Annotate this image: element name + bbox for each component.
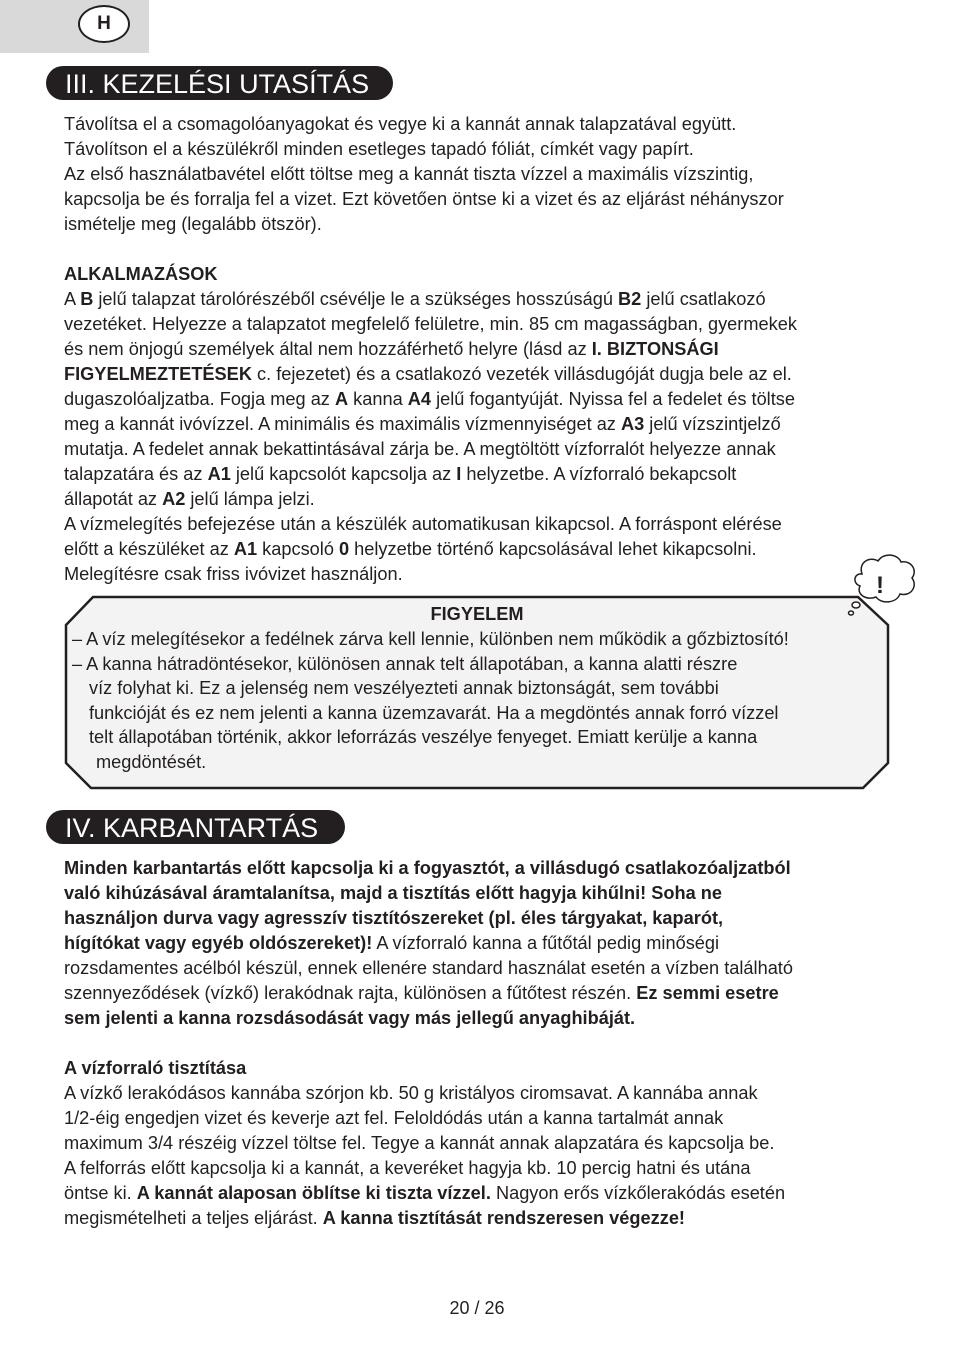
text-line: maximum 3/4 részéig vízzel töltse fel. Tegye a kannát annak alapzatára és kapcsolja be. [64,1133,775,1153]
text-line: A B jelű talapzat tárolórészéből csévélje le a szükséges hosszúságú B2 jelű csatlakozó [64,289,766,309]
warning-line: funkcióját és ez nem jelenti a kanna üzemzavarát. Ha a megdöntés annak forró vízzel [89,702,779,723]
text-line: előtt a készüléket az A1 kapcsoló 0 helyzetbe történő kapcsolásával lehet kikapcsolni. [64,539,757,559]
warning-line: víz folyhat ki. Ez a jelenség nem veszélyezteti annak biztonságát, sem további [89,678,719,698]
text-line: és nem önjogú személyek által nem hozzáférhető helyre (lásd az I. BIZTONSÁGI [64,339,719,359]
text-line: Melegítésre csak friss ivóvizet használjon. [64,564,403,584]
text-line: Távolítson el a készülékről minden esetleges tapadó fóliát, címkét vagy papírt. [64,139,694,159]
text-line: rozsdamentes acélból készül, ennek ellenére standard használat esetén a vízben található [64,958,793,978]
text-line: A vízkő lerakódásos kannába szórjon kb. 50 g kristályos ciromsavat. A kannába annak [64,1083,758,1103]
text-line: állapotát az A2 jelű lámpa jelzi. [64,489,315,509]
warning-line: megdöntését. [96,751,207,772]
text-line: Távolítsa el a csomagolóanyagokat és vegye ki a kannát annak talapzatával együtt. [64,114,737,134]
language-code: H [78,5,130,43]
text-line: szennyeződések (vízkő) lerakódnak rajta, különösen a fűtőtest részén. Ez semmi esetre [64,983,779,1003]
usage-heading-text: ALKALMAZÁSOK [64,264,218,284]
text-line: hígítókat vagy egyéb oldószereket)! A vízforraló kanna a fűtőtál pedig minőségi [64,933,720,953]
text-line: használjon durva vagy agresszív tisztítószereket (pl. éles tárgyakat, kaparót, [64,908,724,928]
text-line: kapcsolja be és forralja fel a vizet. Ezt követően öntse ki a vizet és az eljárást néhányszor [64,189,784,209]
text-line: sem jelenti a kanna rozsdásodását vagy más jellegű anyaghibáját. [64,1008,636,1028]
text-line: megismételheti a teljes eljárást. A kanna tisztítását rendszeresen végezze! [64,1208,685,1228]
section-3-title: III. KEZELÉSI UTASÍTÁS [46,66,393,100]
cleaning-heading-text: A vízforraló tisztítása [64,1058,247,1078]
warning-exclamation: ! [876,572,884,599]
warning-line: – A víz melegítésekor a fedélnek zárva kell lennie, különben nem működik a gőzbiztosító! [72,629,789,649]
maintenance-paragraph [64,856,894,1031]
text-line: dugaszolóaljzatba. Fogja meg az A kanna A4 jelű fogantyúját. Nyissa fel a fedelet és töltse [64,389,795,409]
page-number: 20 / 26 [449,1298,505,1318]
text-line: Minden karbantartás előtt kapcsolja ki a fogyasztót, a villásdugó csatlakozóaljzatból [64,858,791,878]
warning-title: FIGYELEM [430,604,524,624]
warning-text [72,627,789,774]
text-line: meg a kannát ivóvízzel. A minimális és maximális vízmennyiséget az A3 jelű vízszintjelző [64,414,781,434]
text-line: vezetéket. Helyezze a talapzatot megfelelő felületre, min. 85 cm magasságban, gyermekek [64,314,797,334]
text-line: A felforrás előtt kapcsolja ki a kannát, a keveréket hagyja kb. 10 percig hatni és utána [64,1158,751,1178]
section-4-title: IV. KARBANTARTÁS [46,810,345,844]
text-line: FIGYELMEZTETÉSEK c. fejezetet) és a csatlakozó vezeték villásdugóját dugja bele az el. [64,364,792,384]
text-line: ismételje meg (legalább ötször). [64,214,322,234]
warning-line: telt állapotában történik, akkor leforrázás veszélye fenyeget. Emiatt kerülje a kanna [89,727,758,747]
text-line: A vízmelegítés befejezése után a készülék automatikusan kikapcsol. A forráspont elérése [64,514,782,534]
text-line: 1/2-éig engedjen vizet és keverje azt fel. Feloldódás után a kanna tartalmát annak [64,1108,724,1128]
cleaning-heading [64,1056,894,1081]
cleaning-paragraph [64,1081,894,1231]
text-line: talapzatára és az A1 jelű kapcsolót kapcsolja az I helyzetbe. A vízforraló bekapcsolt [64,464,737,484]
text-line: Az első használatbavétel előtt töltse meg a kannát tiszta vízzel a maximális vízszintig, [64,164,754,184]
text-line: való kihúzásával áramtalanítsa, majd a tisztítás előtt hagyja kihűlni! Soha ne [64,883,722,903]
text-line: mutatja. A fedelet annak bekattintásával zárja be. A megtöltött vízforralót helyezze annak [64,439,776,459]
text-line: öntse ki. A kannát alaposan öblítse ki tiszta vízzel. Nagyon erős vízkőlerakódás esetén [64,1183,786,1203]
warning-line: – A kanna hátradöntésekor, különösen annak telt állapotában, a kanna alatti részre [72,653,738,674]
